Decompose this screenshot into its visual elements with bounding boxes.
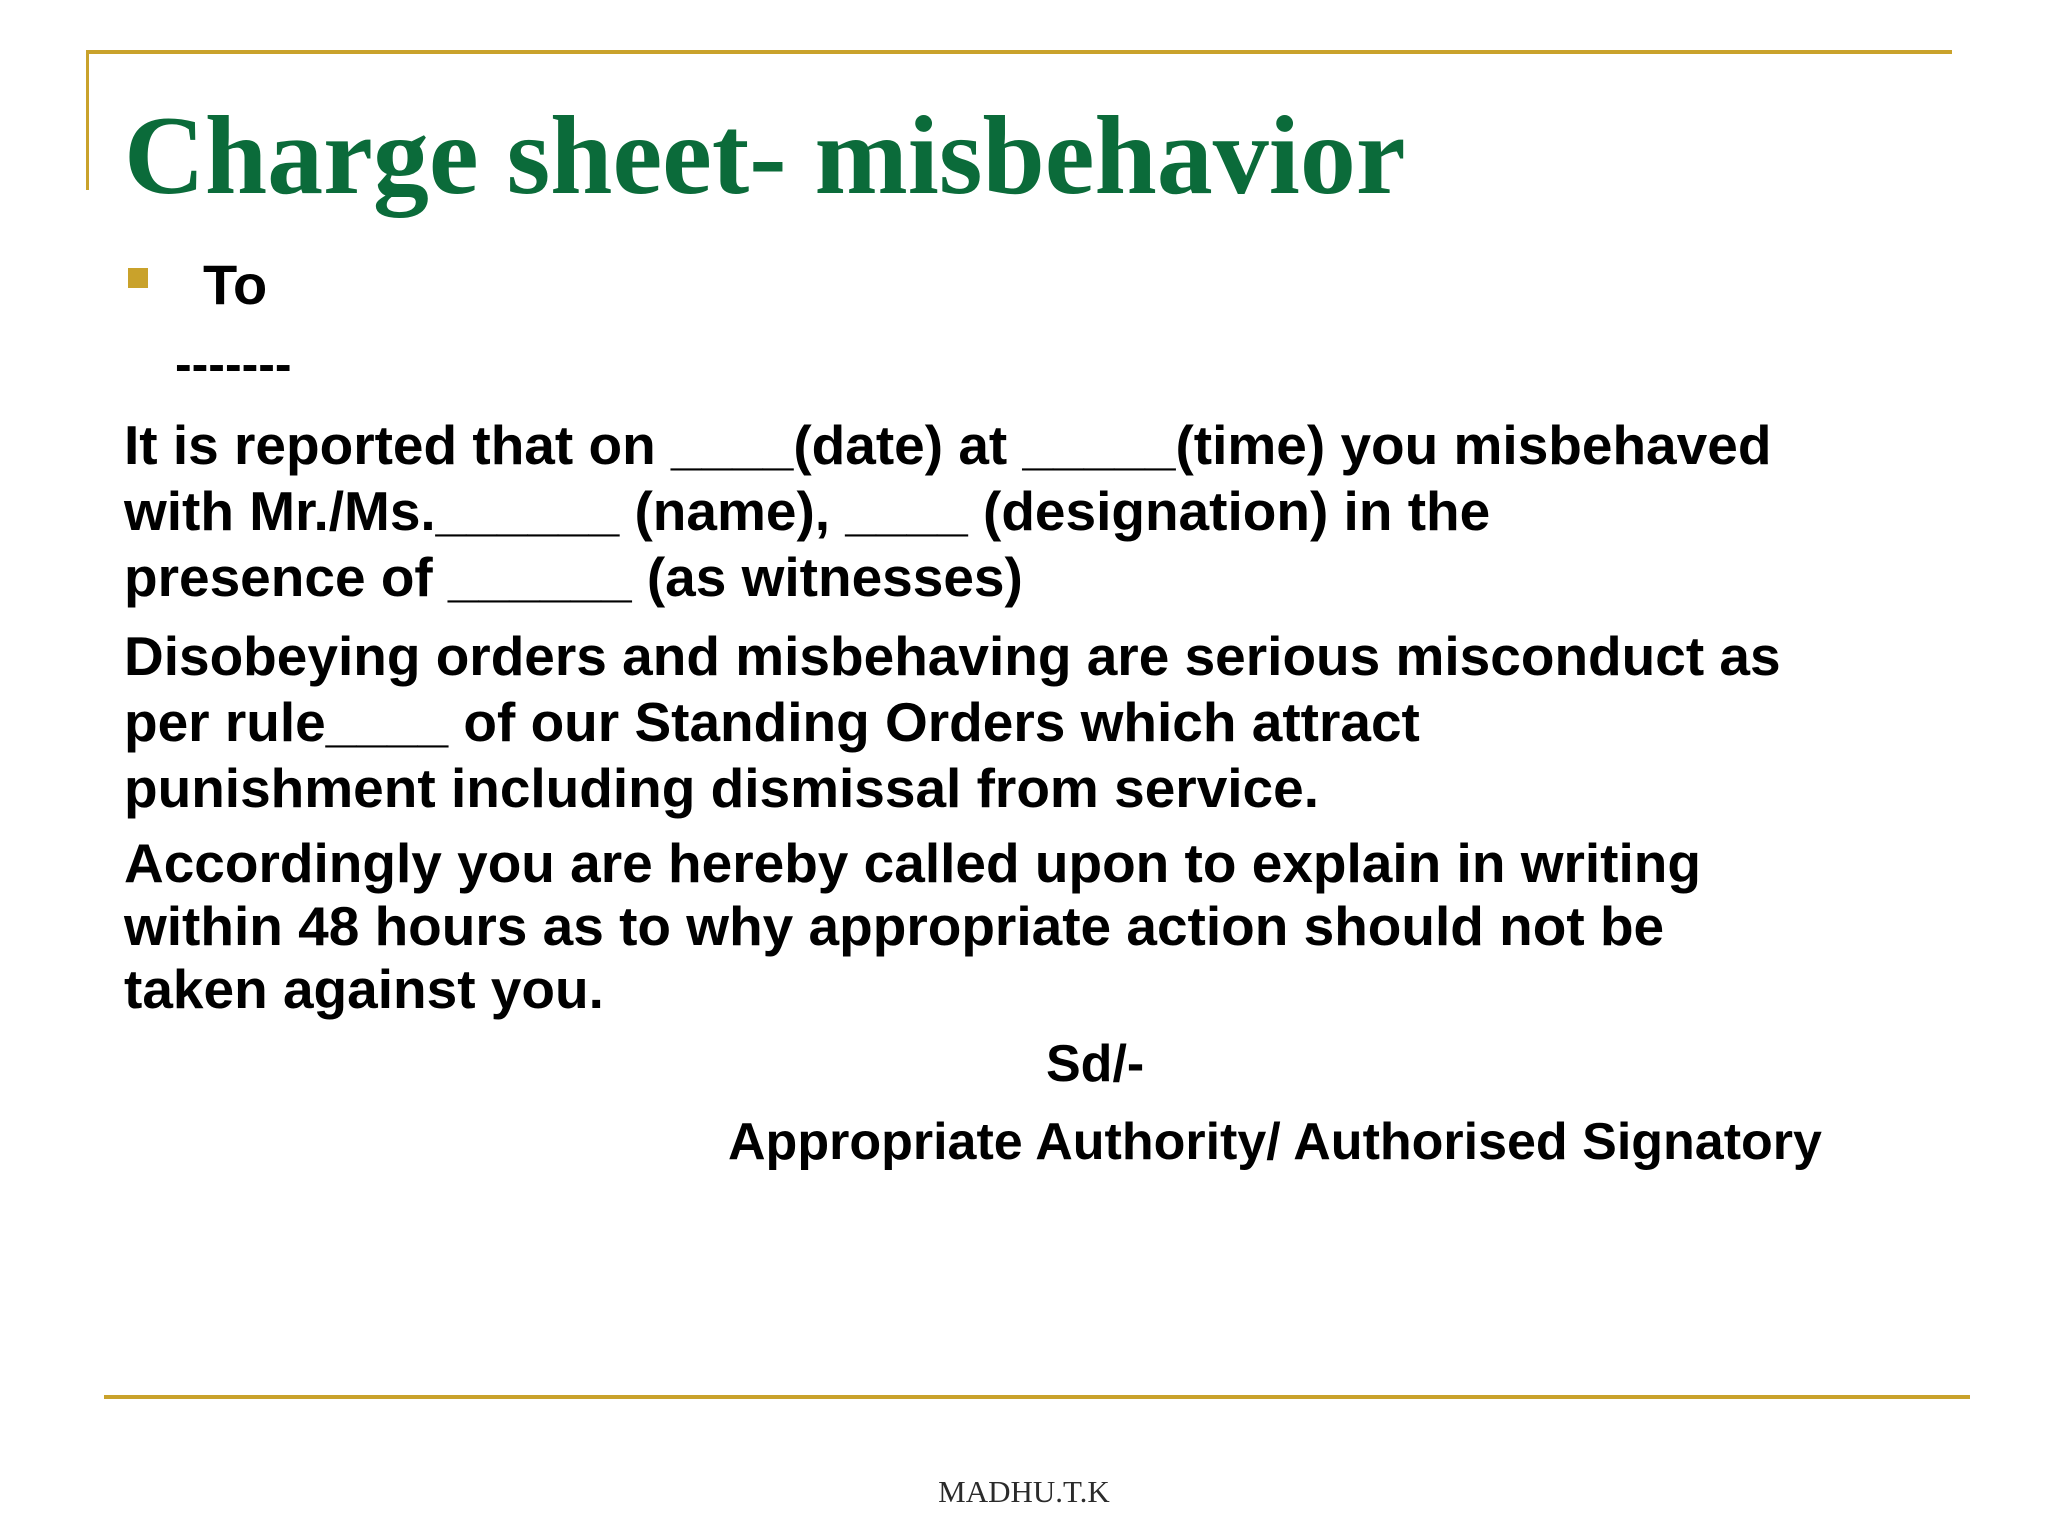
left-accent-rule (86, 50, 89, 190)
paragraph-line: punishment including dismissal from service. (124, 757, 1320, 819)
signature-mark: Sd/- (1046, 1035, 1145, 1093)
bottom-accent-rule (104, 1395, 1970, 1399)
paragraph-explanation-request (124, 832, 2042, 1021)
slide-title: Charge sheet- misbehavior (124, 94, 1406, 218)
footer-author: MADHU.T.K (938, 1474, 1110, 1509)
paragraph-line: with Mr./Ms.______ (name), ____ (designation) in the (124, 480, 1491, 542)
square-bullet-icon (128, 268, 148, 288)
paragraph-line: within 48 hours as to why appropriate action should not be (124, 895, 1665, 957)
to-label: To (203, 253, 268, 316)
paragraph-incident (124, 412, 2042, 610)
paragraph-line: presence of ______ (as witnesses) (124, 546, 1023, 608)
paragraph-line: It is reported that on ____(date) at _____(time) you misbehaved (124, 414, 1772, 476)
paragraph-misconduct (124, 623, 2042, 821)
paragraph-line: Disobeying orders and misbehaving are serious misconduct as (124, 625, 1781, 687)
paragraph-line: Accordingly you are hereby called upon to explain in writing (124, 832, 1701, 894)
recipient-placeholder: ------- (175, 336, 292, 392)
signatory-label: Appropriate Authority/ Authorised Signatory (728, 1113, 1822, 1171)
paragraph-line: taken against you. (124, 958, 604, 1020)
paragraph-line: per rule____ of our Standing Orders which attract (124, 691, 1420, 753)
top-accent-rule (86, 50, 1952, 54)
